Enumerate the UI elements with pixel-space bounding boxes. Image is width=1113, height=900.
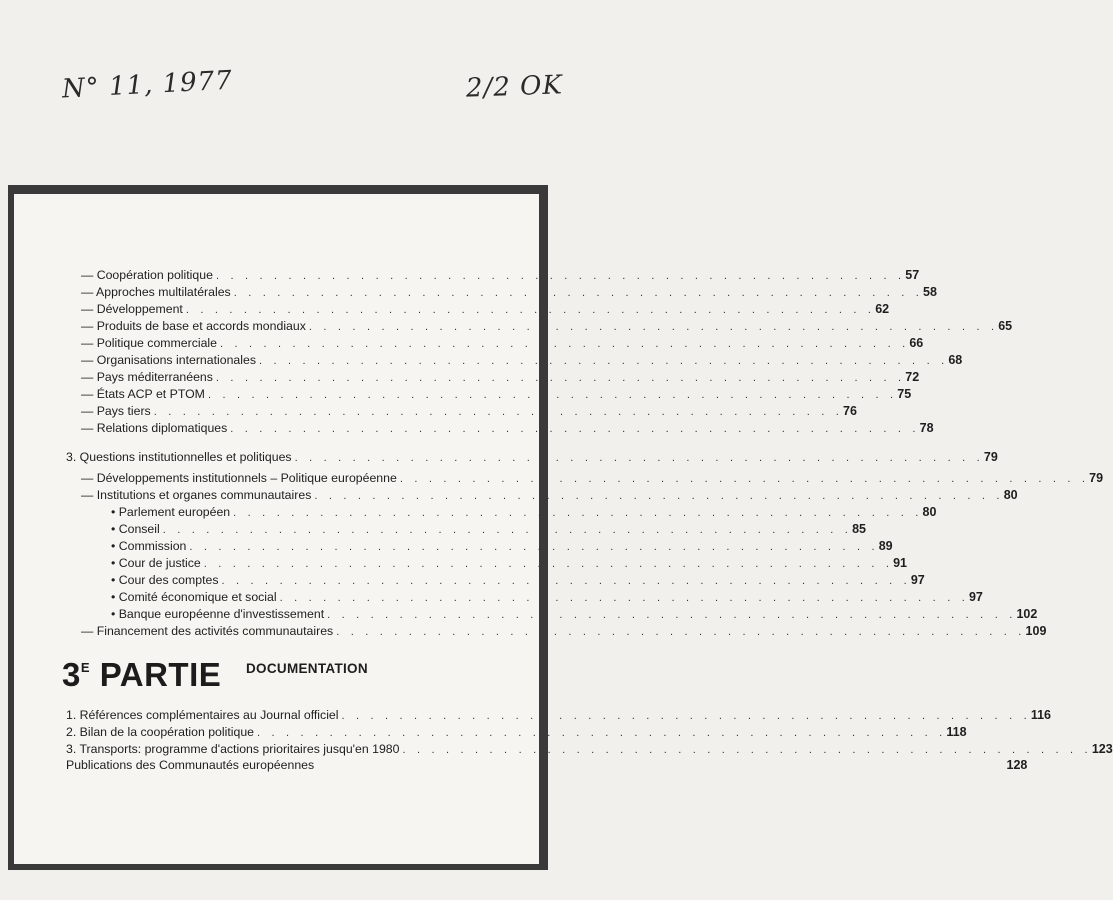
- part-word: PARTIE: [99, 656, 222, 693]
- toc-row: [81, 487, 1018, 504]
- toc-label: • Conseil: [111, 522, 160, 536]
- leader-dots: . . . . . . . . . . . . . . . . . . . . . . . . . . . . . . . . . . . . . . . . . . . . . . . .: [279, 592, 969, 604]
- toc-page-number: 109: [1025, 624, 1047, 638]
- toc-label: — Relations diplomatiques: [81, 421, 228, 435]
- leader-dots: . . . . . . . . . . . . . . . . . . . . . . . . . . . . . . . . . . . . . . . . . . . . . . . .: [257, 727, 947, 739]
- leader-dots: . . . . . . . . . . . . . . . . . . . . . . . . . . . . . . . . . . . . . . . . . . . . . . . .: [207, 389, 898, 401]
- toc-row: [81, 403, 857, 420]
- toc-label: • Commission: [111, 539, 187, 553]
- toc-page-number: 80: [922, 505, 937, 519]
- toc-page-number: 89: [878, 539, 893, 553]
- toc-page-number: 72: [905, 370, 920, 384]
- leader-dots: . . . . . . . . . . . . . . . . . . . . . . . . . . . . . . . . . . . . . . . . . . . . . . . .: [215, 372, 906, 384]
- leader-dots: . . . . . . . . . . . . . . . . . . . . . . . . . . . . . . . . . . . . . . . . . . . . . . . .: [233, 507, 923, 519]
- toc-label: — Politique commerciale: [81, 336, 217, 350]
- doc-label: 3. Transports: programme d'actions prioritaires jusqu'en 1980: [66, 742, 400, 756]
- leader-dots: . . . . . . . . . . . . . . . . . . . . . . . . . . . . . . . . . . . . . . . . . . . . . . . .: [308, 321, 999, 333]
- toc-row: [81, 335, 924, 352]
- leader-dots: . . . . . . . . . . . . . . . . . . . . . . . . . . . . . . . . . . . . . . . . . . . . . . . .: [220, 338, 910, 350]
- leader-dots: . . . . . . . . . . . . . . . . . . . . . . . . . . . . . . . . . . . . . . . . . . . . . . . .: [399, 473, 1090, 485]
- leader-dots: . . . . . . . . . . . . . . . . . . . . . . . . . . . . . . . . . . . . . . . . . . . . . . . .: [294, 452, 984, 464]
- handwritten-issue-note: N° 11, 1977: [61, 65, 234, 105]
- toc-label: — Coopération politique: [81, 268, 213, 282]
- toc-page-number: 102: [1016, 607, 1038, 621]
- toc-row: [81, 470, 1104, 487]
- toc-page-number: 66: [909, 336, 924, 350]
- leader-dots: . . . . . . . . . . . . . . . . . . . . . . . . . . . . . . . . . . . . . . . . . . . . . . . .: [153, 406, 844, 418]
- leader-dots: . . . . . . . . . . . . . . . . . . . . . . . . . . . . . . . . . . . . . . . . . . . . . . . .: [185, 304, 876, 316]
- doc-label: 1. Références complémentaires au Journal officiel: [66, 708, 339, 722]
- contents-frame: [8, 185, 1113, 870]
- doc-row: [66, 741, 1113, 758]
- toc-page-number: 76: [843, 404, 857, 418]
- toc-label: — Institutions et organes communautaires: [81, 488, 312, 502]
- toc-page-number: 57: [905, 268, 920, 282]
- leader-dots: . . . . . . . . . . . . . . . . . . . . . . . . . . . . . . . . . . . . . . . . . . . . . . . .: [230, 423, 920, 435]
- toc-page-number: 78: [919, 421, 934, 435]
- leader-dots: . . . . . . . . . . . . . . . . . . . . . . . . . . . . . . . . . . . . . . . . . . . . . . . .: [402, 744, 1092, 756]
- toc-page-number: 62: [875, 302, 890, 316]
- part-heading: [62, 656, 221, 694]
- toc-row: [111, 606, 1038, 623]
- toc-row: [81, 318, 1013, 335]
- toc-label: — États ACP et PTOM: [81, 387, 205, 401]
- doc-label: 2. Bilan de la coopération politique: [66, 725, 255, 739]
- toc-label: — Financement des activités communautaires: [81, 624, 334, 638]
- part-number: 3: [62, 656, 81, 693]
- toc-row: [111, 589, 983, 606]
- toc-label: • Cour des comptes: [111, 573, 219, 587]
- leader-dots: . . . . . . . . . . . . . . . . . . . . . . . . . . . . . . . . . . . . . . . . . . . . . . . .: [336, 626, 1026, 638]
- toc-page-number: 97: [910, 573, 925, 587]
- toc-page-number: 97: [968, 590, 983, 604]
- leader-dots: . . . . . . . . . . . . . . . . . . . . . . . . . . . . . . . . . . . . . . . . . . . . . . . .: [215, 270, 906, 282]
- toc-row: [111, 538, 893, 555]
- leader-dots: . . . . . . . . . . . . . . . . . . . . . . . . . . . . . . . . . . . . . . . . . . . . . . . .: [233, 287, 924, 299]
- toc-row: [81, 284, 937, 301]
- doc-page-number: 128: [1006, 758, 1028, 772]
- toc-page-number: 85: [852, 522, 866, 536]
- toc-page-number: 91: [893, 556, 907, 570]
- leader-dots: . . . . . . . . . . . . . . . . . . . . . . . . . . . . . . . . . . . . . . . . . . . . . . . .: [221, 575, 911, 587]
- toc-row: [111, 504, 937, 521]
- toc-page-number: 79: [983, 450, 998, 464]
- toc-row: [81, 623, 1047, 640]
- leader-dots: . . . . . . . . . . . . . . . . . . . . . . . . . . . . . . . . . . . . . . . . . . . . . . . .: [162, 524, 853, 536]
- leader-dots: . . . . . . . . . . . . . . . . . . . . . . . . . . . . . . . . . . . . . . . . . . . . . . . .: [341, 710, 1031, 722]
- toc-label: — Organisations internationales: [81, 353, 256, 367]
- toc-label: — Pays tiers: [81, 404, 151, 418]
- toc-page-number: 58: [923, 285, 937, 299]
- leader-dots: . . . . . . . . . . . . . . . . . . . . . . . . . . . . . . . . . . . . . . . . . . . . . . . .: [327, 609, 1017, 621]
- toc-label: — Développements institutionnels – Politique européenne: [81, 471, 397, 485]
- toc-page-number: 75: [897, 387, 912, 401]
- toc-page-number: 68: [948, 353, 963, 367]
- toc-row: [81, 352, 963, 369]
- leader-dots: . . . . . . . . . . . . . . . . . . . . . . . . . . . . . . . . . . . . . . . . . . . . . . . .: [189, 541, 879, 553]
- leader-dots: . . . . . . . . . . . . . . . . . . . . . . . . . . . . . . . . . . . . . . . . . . . . . . . .: [314, 490, 1004, 502]
- toc-label: • Parlement européen: [111, 505, 231, 519]
- toc-row: [111, 521, 866, 538]
- toc-label: — Pays méditerranéens: [81, 370, 213, 384]
- toc-row: [81, 386, 912, 403]
- doc-row: [66, 724, 967, 741]
- toc-page-number: 65: [998, 319, 1013, 333]
- leader-dots: . . . . . . . . . . . . . . . . . . . . . . . . . . . . . . . . . . . . . . . . . . . . . . . .: [259, 355, 949, 367]
- toc-row: [81, 369, 920, 386]
- leader-dots: . . . . . . . . . . . . . . . . . . . . . . . . . . . . . . . . . . . . . . . . . . . . . . . .: [203, 558, 894, 570]
- toc-section-row: [66, 449, 998, 466]
- part-title: DOCUMENTATION: [246, 661, 368, 676]
- toc-label: — Produits de base et accords mondiaux: [81, 319, 306, 333]
- toc-label: — Approches multilatérales: [81, 285, 231, 299]
- toc-row: [111, 555, 907, 572]
- toc-row: [81, 267, 920, 284]
- toc-row: [111, 572, 925, 589]
- part-number-superscript: E: [80, 660, 91, 675]
- doc-label: Publications des Communautés européennes: [66, 758, 315, 772]
- toc-label: — Développement: [81, 302, 183, 316]
- doc-row: [66, 707, 1052, 724]
- handwritten-check-note: 2/2 OK: [465, 70, 564, 104]
- toc-row: [81, 301, 890, 318]
- toc-label: • Comité économique et social: [111, 590, 277, 604]
- toc-page-number: 80: [1003, 488, 1018, 502]
- toc-label: • Banque européenne d'investissement: [111, 607, 325, 621]
- toc-label: • Cour de justice: [111, 556, 201, 570]
- toc-page-number: 79: [1089, 471, 1104, 485]
- doc-row: [66, 757, 1028, 774]
- doc-page-number: 116: [1030, 708, 1052, 722]
- doc-page-number: 123: [1091, 742, 1113, 756]
- toc-row: [81, 420, 934, 437]
- toc-label: 3. Questions institutionnelles et politiques: [66, 450, 292, 464]
- doc-page-number: 118: [946, 725, 967, 739]
